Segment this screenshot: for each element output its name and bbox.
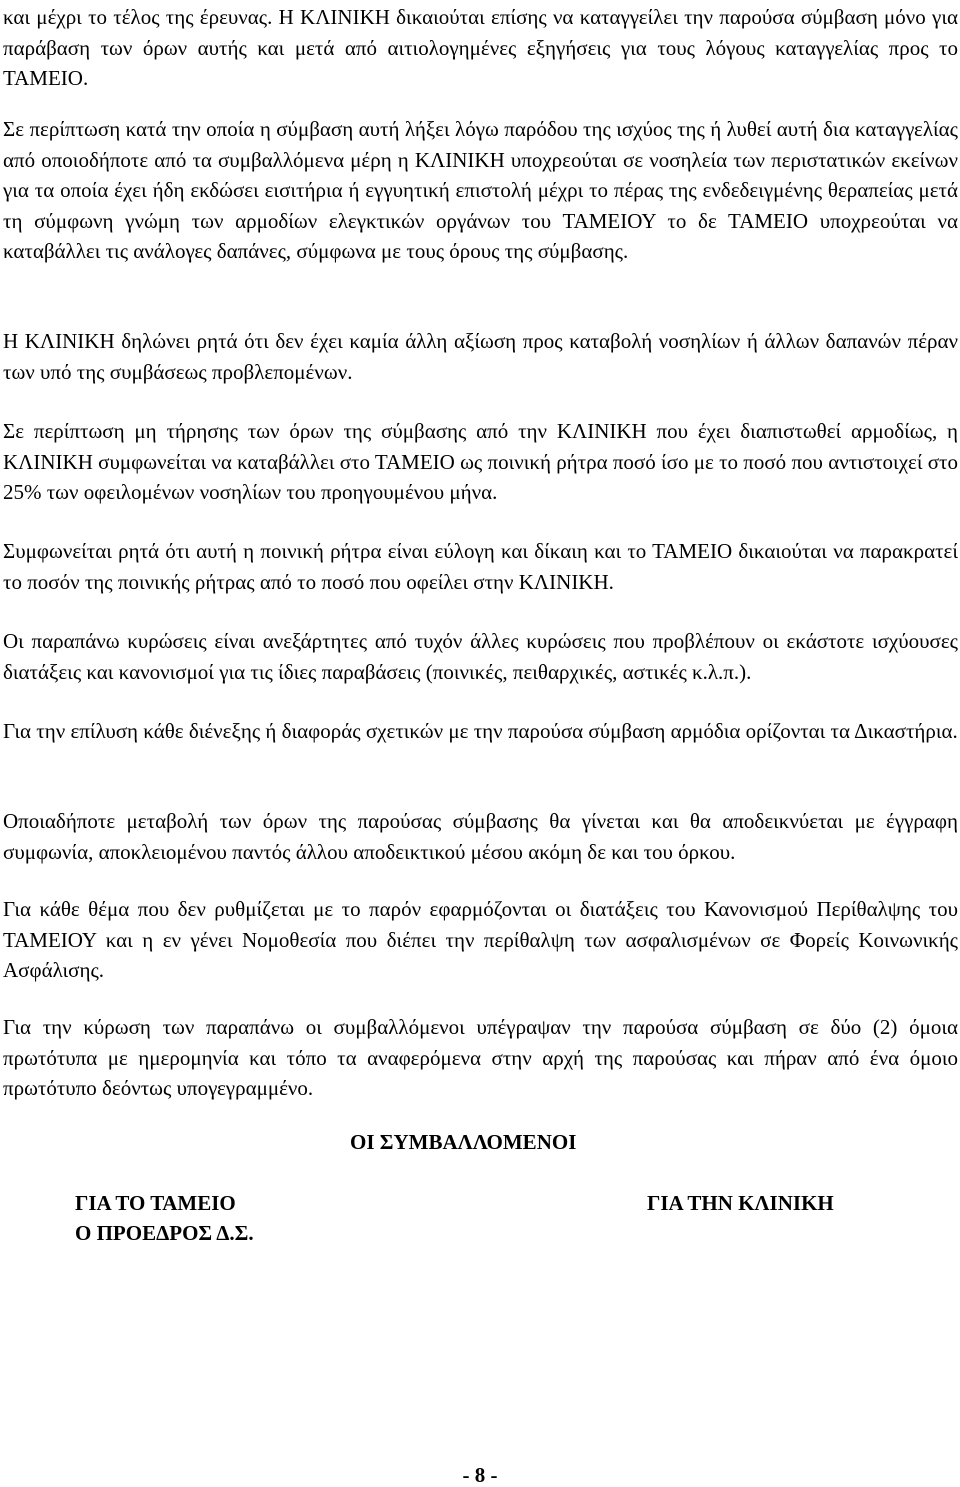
clinic-signatory-title: ΓΙΑ ΤΗΝ ΚΛΙΝΙΚΗ (647, 1191, 834, 1215)
paragraph-amendments: Οποιαδήποτε μεταβολή των όρων της παρούσας σύμβασης θα γίνεται και θα αποδεικνύεται με έγγραφη συμφωνία, αποκλειομένου παντός άλλου αποδεικτικού μέσου ακόμη δε και του όρκου. (3, 809, 958, 864)
paragraph-hospitalization-obligation: Σε περίπτωση κατά την οποία η σύμβαση αυτή λήξει λόγω παρόδου της ισχύος της ή λυθεί αυτή δια καταγγελίας από οποιοδήποτε από τα συμβαλλόμενα μέρη η ΚΛΙΝΙΚΗ υποχρεούται σε νοσηλεία των περιστατικών εκείνων για τα οποία έχει ήδη εκδώσει εισιτήρια ή εγγυητική επιστολή μέχρι το πέρας της ενδεδειγμένης θεραπείας μετά τη σύμφωνη γνώμη των αρμοδίων ελεγκτικών οργάνων του ΤΑΜΕΙΟΥ το δε ΤΑΜΕΙΟ υποχρεούται να καταβάλλει τις ανάλογες δαπάνες, σύμφωνα με τους όρους της σύμβασης. (3, 117, 958, 263)
clinic-signatory-block (647, 1188, 834, 1218)
signatories-heading: ΟΙ ΣΥΜΒΑΛΛΟΜΕΝΟΙ (350, 1130, 577, 1154)
page-number: - 8 - (462, 1463, 498, 1487)
paragraph-signing: Για την κύρωση των παραπάνω οι συμβαλλόμενοι υπέγραψαν την παρούσα σύμβαση σε δύο (2) όμοια πρωτότυπα με ημερομηνία και τόπο τα αναφερόμενα στην αρχή της παρούσας και πήραν από ένα όμοιο πρωτότυπο δεόντως υπογεγραμμένο. (3, 1015, 958, 1100)
paragraph-penalty-clause: Σε περίπτωση μη τήρησης των όρων της σύμβασης από την ΚΛΙΝΙΚΗ που έχει διαπιστωθεί αρμοδίως, η ΚΛΙΝΙΚΗ συμφωνείται να καταβάλλει στο ΤΑΜΕΙΟ ως ποινική ρήτρα ποσό ίσο με το ποσό που αντιστοιχεί στο 25% των οφειλομένων νοσηλίων του προηγουμένου μήνα. (3, 419, 958, 504)
paragraph-applicable-regulations: Για κάθε θέμα που δεν ρυθμίζεται με το παρόν εφαρμόζονται οι διατάξεις του Κανονισμού Περίθαλψης του ΤΑΜΕΙΟΥ και η εν γένει Νομοθεσία που διέπει την περίθαλψη των ασφαλισμένων σε Φορείς Κοινωνικής Ασφάλισης. (3, 897, 958, 982)
paragraph-jurisdiction: Για την επίλυση κάθε διένεξης ή διαφοράς σχετικών με την παρούσα σύμβαση αρμόδια ορίζονται τα Δικαστήρια. (3, 719, 958, 743)
paragraph-no-other-claims: Η ΚΛΙΝΙΚΗ δηλώνει ρητά ότι δεν έχει καμία άλλη αξίωση προς καταβολή νοσηλίων ή άλλων δαπανών πέραν των υπό της συμβάσεως προβλεπομένων. (3, 329, 958, 384)
paragraph-independent-sanctions: Οι παραπάνω κυρώσεις είναι ανεξάρτητες από τυχόν άλλες κυρώσεις που προβλέπουν οι εκάστοτε ισχύουσες διατάξεις και κανονισμοί για τις ίδιες παραβάσεις (ποινικές, πειθαρχικές, αστικές κ.λ.π.). (3, 629, 958, 684)
paragraph-penalty-withholding: Συμφωνείται ρητά ότι αυτή η ποινική ρήτρα είναι εύλογη και δίκαιη και το ΤΑΜΕΙΟ δικαιούται να παρακρατεί το ποσόν της ποινικής ρήτρας από το ποσό που οφείλει στην ΚΛΙΝΙΚΗ. (3, 539, 958, 594)
fund-signatory-role: Ο ΠΡΟΕΔΡΟΣ Δ.Σ. (75, 1221, 254, 1245)
fund-signatory-title: ΓΙΑ ΤΟ ΤΑΜΕΙΟ (75, 1191, 236, 1215)
paragraph-termination-by-clinic: και μέχρι το τέλος της έρευνας. Η ΚΛΙΝΙΚΗ δικαιούται επίσης να καταγγείλει την παρούσα σύμβαση μόνο για παράβαση των όρων αυτής και μετά από αιτιολογημένες εξηγήσεις για τους λόγους καταγγελίας προς το ΤΑΜΕΙΟ. (3, 5, 958, 90)
fund-signatory-block (75, 1188, 254, 1248)
